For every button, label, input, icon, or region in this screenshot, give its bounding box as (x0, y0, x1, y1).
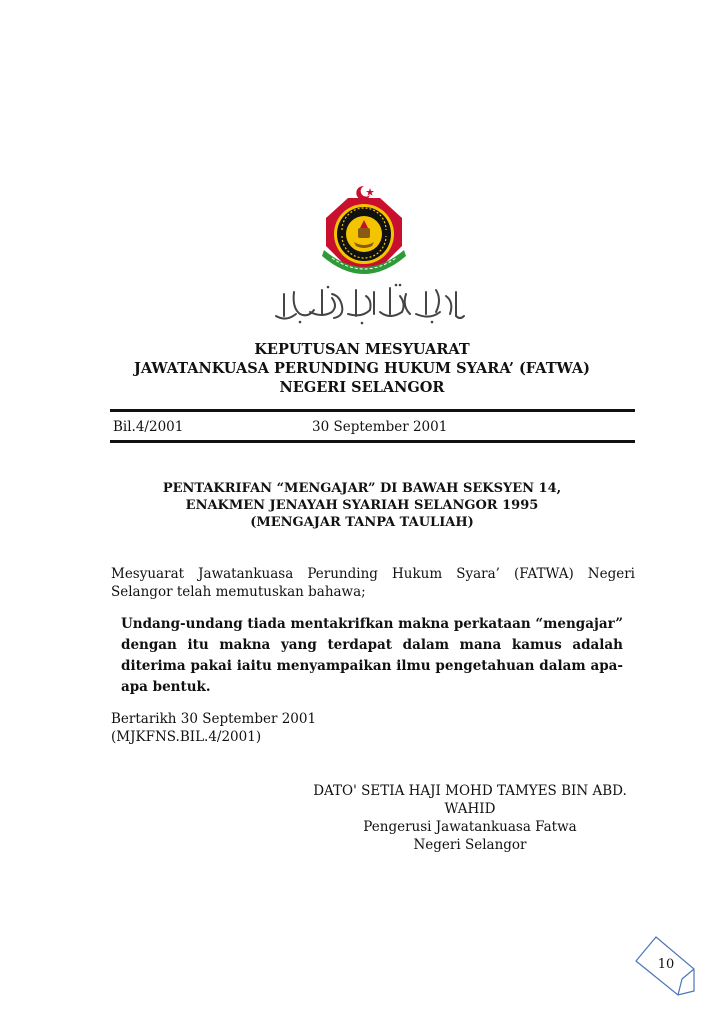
page-number: 10 (657, 957, 675, 972)
signatory-name: DATO' SETIA HAJI MOHD TAMYES BIN ABD. WAHID (313, 783, 627, 817)
dated-block (111, 710, 316, 746)
dated-line: Bertarikh 30 September 2001 (111, 711, 317, 727)
subject-line-3: (MENGAJAR TANPA TAULIAH) (250, 515, 474, 530)
intro-paragraph: Mesyuarat Jawatankuasa Perunding Hukum Syara’ (FATWA) Negeri Selangor telah memutuskan bahawa; (111, 566, 635, 600)
document-header (0, 340, 724, 397)
decision-paragraph: Undang-undang tiada mentakrifkan makna perkataan “mengajar” dengan itu makna yang terdapat dalam mana kamus adalah diterima pakai iaitu menyampaikan ilmu pengetahuan dalam apa-apa bentuk. (121, 616, 623, 695)
subject-line-2: ENAKMEN JENAYAH SYARIAH SELANGOR 1995 (185, 498, 539, 513)
signatory-state: Negeri Selangor (413, 837, 527, 853)
divider-top (110, 409, 635, 412)
header-line-3: NEGERI SELANGOR (279, 379, 445, 396)
header-line-1: KEPUTUSAN MESYUARAT (254, 341, 470, 358)
meeting-date: 30 September 2001 (312, 419, 448, 435)
reference-code: (MJKFNS.BIL.4/2001) (111, 729, 262, 745)
jawi-calligraphy-title (270, 282, 470, 328)
selangor-mufti-crest-icon (318, 184, 410, 280)
reference-number: Bil.4/2001 (113, 419, 184, 435)
subject-line-1: PENTAKRIFAN “MENGAJAR” DI BAWAH SEKSYEN 14, (162, 481, 562, 496)
header-line-2: JAWATANKUASA PERUNDING HUKUM SYARA’ (FATWA) (134, 360, 590, 377)
signature-block (300, 782, 640, 854)
subject-heading (0, 480, 724, 531)
divider-bottom (110, 440, 635, 443)
signatory-title: Pengerusi Jawatankuasa Fatwa (363, 819, 577, 835)
